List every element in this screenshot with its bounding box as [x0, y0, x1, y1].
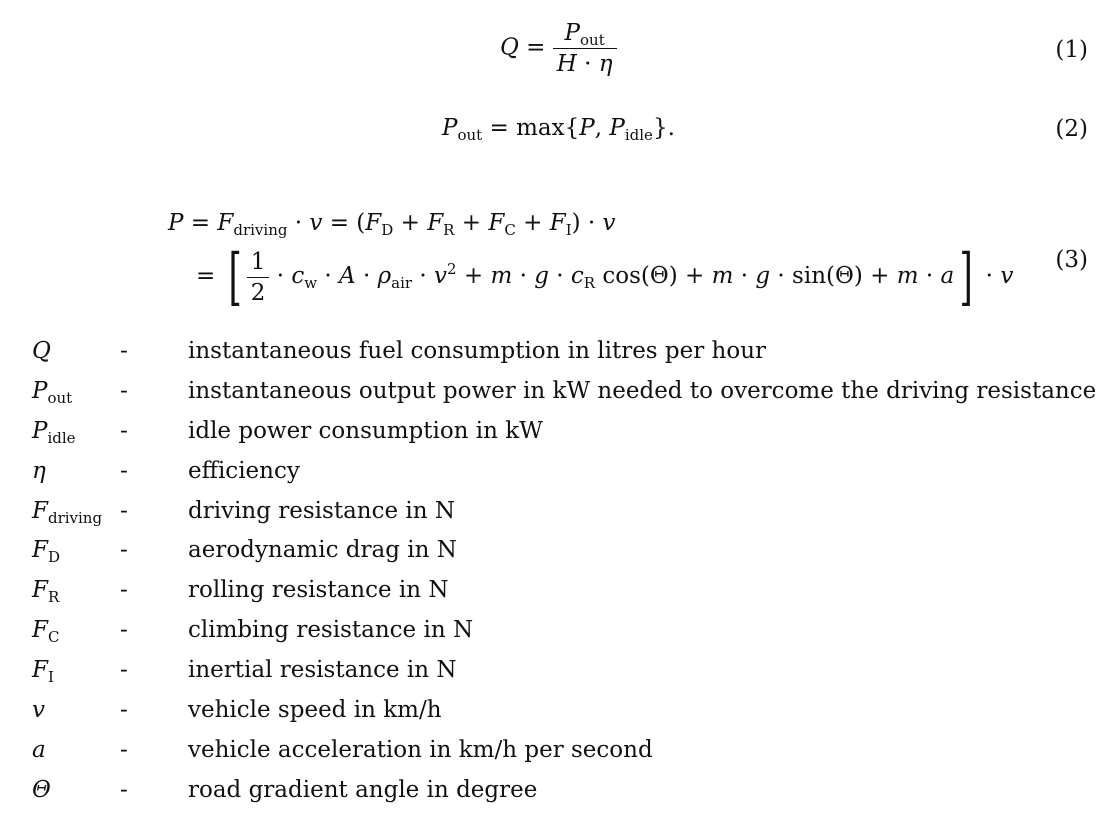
eq3-fi: F — [549, 210, 566, 236]
eq3-f-base: F — [217, 210, 234, 236]
eq2-lhs-base: P — [442, 115, 458, 141]
variable-description: efficiency — [188, 457, 300, 484]
variable-dash: - — [120, 697, 128, 724]
eq3-close: ) · — [571, 210, 603, 236]
variable-description: driving resistance in N — [188, 497, 456, 524]
eq3-dot: · — [287, 210, 310, 236]
variable-symbol-base: F — [32, 577, 48, 604]
eq1-num-sub: out — [580, 31, 605, 49]
eq2-pidle-base: P — [609, 115, 625, 141]
eq3-t8: · — [733, 263, 756, 289]
left-bracket: [ — [228, 240, 242, 313]
variable-symbol-sub: C — [47, 628, 60, 647]
eq3-g1: g — [534, 263, 549, 289]
variable-symbol-base: F — [32, 657, 48, 684]
eq3-m2: m — [711, 263, 734, 289]
eq3-t4: · — [412, 263, 434, 289]
variable-description: idle power consumption in kW — [188, 417, 543, 444]
eq3-v4: v — [1000, 263, 1014, 289]
variable-symbol — [32, 377, 73, 407]
variable-symbol — [32, 537, 60, 567]
variable-description: instantaneous output power in kW needed to overcome the driving resistance — [188, 377, 1097, 404]
variable-description: road gradient angle in degree — [188, 776, 538, 803]
eq1-den-h: H — [556, 51, 577, 77]
eq3-t3: · — [355, 263, 378, 289]
variable-symbol-base: Q — [32, 338, 51, 364]
variable-symbol-base: P — [32, 417, 48, 444]
eq3-after: · — [978, 263, 1001, 289]
eq1-den-eta: η — [598, 51, 613, 77]
eq3-half — [247, 247, 270, 308]
eq3-t1: · — [269, 263, 292, 289]
eq3-v2: v — [602, 210, 616, 236]
eq1-den-dot: · — [584, 51, 592, 77]
eq3-rho-sub: air — [391, 274, 413, 292]
eq1-numerator — [553, 18, 617, 49]
eq3-lhs: P — [168, 210, 184, 236]
variable-dash: - — [120, 497, 128, 524]
variable-symbol-sub: R — [47, 588, 60, 607]
eq1-lhs: Q — [500, 34, 519, 61]
eq3-half-den: 2 — [250, 279, 266, 306]
eq3-plus1: + — [393, 210, 428, 236]
eq3-cw: c — [291, 263, 305, 289]
eq3-plus2: + — [454, 210, 489, 236]
equation-1-number: (1) — [1055, 37, 1088, 63]
variable-symbol-base: P — [32, 377, 48, 404]
variable-description: rolling resistance in N — [188, 577, 449, 604]
variable-symbol — [32, 777, 51, 803]
equation-2 — [442, 115, 675, 144]
eq2-comma: , — [594, 115, 610, 141]
eq1-denominator — [553, 49, 617, 79]
variable-symbol — [32, 617, 60, 647]
variable-symbol — [32, 657, 54, 687]
variable-dash: - — [120, 776, 128, 803]
variable-dash: - — [120, 457, 128, 484]
variable-dash: - — [120, 577, 128, 604]
eq3-t5: + — [456, 263, 491, 289]
eq3-v3: v — [434, 263, 447, 289]
variable-description: climbing resistance in N — [188, 617, 474, 644]
eq3-cw-sub: w — [304, 274, 318, 292]
eq3-f-sub: driving — [233, 221, 288, 239]
eq3-a-area: A — [339, 263, 356, 289]
eq3-fr: F — [427, 210, 444, 236]
variable-symbol-sub: I — [47, 668, 54, 687]
variable-dash: - — [120, 617, 128, 644]
eq3-fd-sub: D — [381, 221, 394, 239]
variable-symbol — [32, 577, 60, 607]
eq3-fr-sub: R — [443, 221, 455, 239]
variable-symbol-base: a — [32, 736, 46, 763]
eq2-close: }. — [652, 115, 675, 141]
variable-description: vehicle speed in km/h — [188, 697, 442, 724]
variable-description: inertial resistance in N — [188, 657, 457, 684]
eq2-p: P — [579, 115, 595, 141]
variable-symbol-base: v — [32, 697, 45, 724]
variable-symbol-base: Θ — [32, 776, 51, 803]
eq3-fc: F — [488, 210, 505, 236]
variable-dash: - — [120, 736, 128, 763]
eq3-eq2: = ( — [322, 210, 366, 236]
eq3-equals: = — [190, 210, 211, 236]
variable-dash: - — [120, 417, 128, 444]
eq3-t10: · — [918, 263, 941, 289]
variable-symbol — [32, 737, 46, 763]
eq3-plus3: + — [515, 210, 550, 236]
eq3-t6: · — [512, 263, 535, 289]
eq3-line2-equals: = — [196, 263, 216, 289]
eq3-cos: cos(Θ) + — [595, 263, 712, 289]
right-bracket: ] — [959, 240, 973, 313]
eq3-fi-sub: I — [565, 221, 572, 239]
variable-dash: - — [120, 338, 128, 364]
variable-dash: - — [120, 537, 128, 564]
eq3-a-acc: a — [940, 263, 955, 289]
eq3-t9: · — [770, 263, 793, 289]
equation-3-line-2 — [196, 240, 1014, 313]
eq3-t2: · — [317, 263, 340, 289]
eq3-fc-sub: C — [504, 221, 516, 239]
eq2-pidle-sub: idle — [624, 126, 653, 144]
variable-symbol-sub: idle — [47, 428, 76, 447]
equation-2-number: (2) — [1055, 116, 1088, 142]
eq1-fraction — [553, 18, 617, 79]
variable-description: vehicle acceleration in km/h per second — [188, 736, 653, 763]
eq2-equals: = — [489, 115, 509, 141]
eq3-t7: · — [548, 263, 571, 289]
variable-symbol-sub: out — [47, 388, 73, 407]
variable-symbol-base: F — [32, 617, 48, 644]
variable-symbol-base: F — [32, 537, 48, 564]
equation-3-number: (3) — [1055, 247, 1088, 273]
variable-symbol — [32, 417, 76, 447]
variable-symbol — [32, 697, 45, 723]
eq2-max: max{ — [516, 115, 580, 141]
equation-1 — [500, 18, 617, 79]
eq3-m3: m — [896, 263, 919, 289]
eq3-g2: g — [755, 263, 771, 289]
eq3-cr-sub: R — [583, 274, 596, 292]
variable-symbol-base: η — [32, 457, 46, 484]
variable-description: aerodynamic drag in N — [188, 537, 457, 564]
variable-symbol-sub: driving — [47, 508, 103, 527]
eq3-fd: F — [365, 210, 382, 236]
variable-symbol — [32, 497, 103, 527]
eq3-v: v — [309, 210, 323, 236]
variable-symbol — [32, 338, 51, 364]
eq3-sin: sin(Θ) + — [792, 263, 897, 289]
eq3-m1: m — [490, 263, 513, 289]
variable-description: instantaneous fuel consumption in litres per hour — [188, 338, 767, 364]
variable-dash: - — [120, 657, 128, 684]
eq2-lhs-sub: out — [457, 126, 483, 144]
eq3-half-num: 1 — [247, 247, 270, 278]
variable-symbol-sub: D — [47, 548, 60, 567]
variable-dash: - — [120, 377, 128, 404]
eq1-num-base: P — [564, 20, 581, 46]
variable-symbol — [32, 458, 46, 484]
eq1-equals: = — [526, 34, 546, 61]
variable-symbol-base: F — [32, 497, 48, 524]
equation-3-line-1 — [168, 210, 616, 239]
eq3-rho: ρ — [377, 263, 392, 289]
eq3-v3-sup: 2 — [447, 260, 457, 278]
eq3-cr: c — [570, 263, 584, 289]
